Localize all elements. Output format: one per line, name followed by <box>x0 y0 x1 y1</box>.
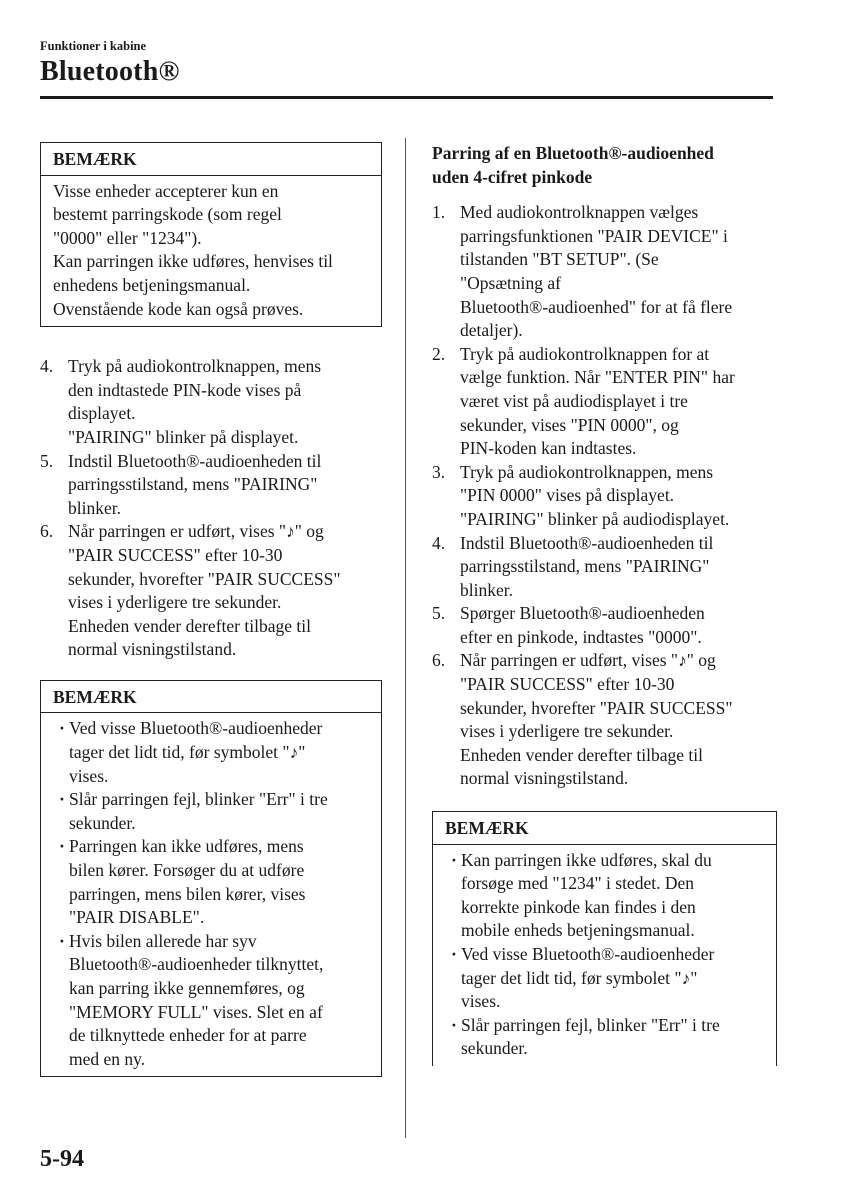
step-line: Tryk på audiokontrolknappen, mens <box>460 461 714 482</box>
bullet-line: Bluetooth®-audioenheder tilknyttet, <box>69 954 324 975</box>
bullet-line: · Slår parringen fejl, blinker "Err" i tre <box>461 1014 720 1035</box>
note-line: Ovenstående kode kan også prøves. <box>53 298 304 319</box>
note-body <box>41 713 381 1076</box>
step-line: blinker. <box>460 579 513 600</box>
bullet-line: · Parringen kan ikke udføres, mens <box>69 836 304 857</box>
title-rule <box>40 96 773 99</box>
column-divider <box>405 138 406 1138</box>
step-line: blinker. <box>68 497 121 518</box>
note-body <box>433 845 776 1066</box>
step-line: "Opsætning af <box>460 272 561 293</box>
step-line: Tryk på audiokontrolknappen for at <box>460 343 710 364</box>
step-line: parringsstilstand, mens "PAIRING" <box>460 556 710 577</box>
bullet-item <box>445 1014 766 1061</box>
step-line: "PAIR SUCCESS" efter 10-30 <box>68 544 283 565</box>
step-item <box>432 649 777 791</box>
bullet-line: kan parring ikke gennemføres, og <box>69 978 305 998</box>
bullet-line: · Hvis bilen allerede har syv <box>69 930 257 951</box>
step-line: Bluetooth®-audioenhed" for at få flere <box>460 296 733 317</box>
note-line: Kan parringen ikke udføres, henvises til <box>53 251 333 272</box>
step-text <box>460 461 777 532</box>
bullet-line: vises. <box>461 991 501 1012</box>
note-body <box>41 176 381 327</box>
step-line: parringsfunktionen "PAIR DEVICE" i <box>460 225 728 246</box>
step-line: vises i yderligere tre sekunder. <box>460 721 674 742</box>
step-number: 1. <box>432 202 446 223</box>
step-number: 4. <box>432 532 446 553</box>
step-item <box>40 355 382 449</box>
step-number: 6. <box>40 521 54 542</box>
bullet-line: sekunder. <box>69 812 136 833</box>
step-line: vælge funktion. Når "ENTER PIN" har <box>460 367 735 388</box>
step-text <box>460 201 777 343</box>
bullet-item <box>53 835 371 929</box>
step-item <box>40 450 382 521</box>
subheading-line: Parring af en Bluetooth®-audioenhed <box>432 143 714 163</box>
step-line: "PIN 0000" vises på displayet. <box>460 485 675 506</box>
step-list <box>432 201 777 791</box>
step-line: den indtastede PIN-kode vises på <box>68 379 302 400</box>
note-box <box>432 811 777 1066</box>
bullet-list <box>53 717 371 1071</box>
step-line: parringsstilstand, mens "PAIRING" <box>68 474 318 495</box>
step-text <box>68 355 382 449</box>
step-line: Indstil Bluetooth®-audioenheden til <box>460 532 714 553</box>
bullet-line: med en ny. <box>69 1048 146 1069</box>
step-number: 4. <box>40 356 54 377</box>
step-line: Tryk på audiokontrolknappen, mens <box>68 356 322 377</box>
step-text <box>460 649 777 791</box>
step-line: tilstanden "BT SETUP". (Se <box>460 249 659 270</box>
bullet-line: forsøge med "1234" i stedet. Den <box>461 873 694 894</box>
left-column <box>40 142 382 1077</box>
bullet-line: · Ved visse Bluetooth®-audioenheder <box>69 718 323 739</box>
bullet-line: mobile enheds betjeningsmanual. <box>461 920 695 941</box>
bullet-line: parringen, mens bilen kører, vises <box>69 883 306 904</box>
note-box <box>40 142 382 327</box>
bullet-line: · Slår parringen fejl, blinker "Err" i tre <box>69 789 328 810</box>
note-box <box>40 680 382 1078</box>
section-label: Funktioner i kabine <box>40 39 147 53</box>
step-line: vises i yderligere tre sekunder. <box>68 592 282 613</box>
step-item <box>432 201 777 343</box>
bullet-item <box>445 943 766 1014</box>
step-item <box>432 602 777 649</box>
step-line: detaljer). <box>460 320 523 341</box>
step-number: 6. <box>432 650 446 671</box>
bullet-line: tager det lidt tid, før symbolet "♪" <box>69 742 306 763</box>
bullet-line: "PAIR DISABLE". <box>69 907 205 928</box>
step-list <box>40 355 382 662</box>
right-column <box>432 142 777 1066</box>
step-text <box>460 343 777 461</box>
bullet-item <box>53 930 371 1072</box>
step-line: sekunder, vises "PIN 0000", og <box>460 414 679 435</box>
page-title: Bluetooth® <box>40 56 180 87</box>
step-item <box>432 461 777 532</box>
step-line: "PAIRING" blinker på audiodisplayet. <box>460 508 730 529</box>
note-line: enhedens betjeningsmanual. <box>53 274 251 295</box>
step-line: normal visningstilstand. <box>460 768 629 789</box>
note-heading: BEMÆRK <box>41 681 381 714</box>
note-heading: BEMÆRK <box>41 143 381 176</box>
bullet-item <box>53 717 371 788</box>
step-line: været vist på audiodisplayet i tre <box>460 390 688 411</box>
bullet-line: de tilknyttede enheder for at parre <box>69 1025 307 1046</box>
step-line: Enheden vender derefter tilbage til <box>68 615 311 636</box>
note-line: Visse enheder accepterer kun en <box>53 180 279 201</box>
step-number: 5. <box>432 603 446 624</box>
note-line: "0000" eller "1234"). <box>53 227 202 248</box>
bullet-line: korrekte pinkode kan findes i den <box>461 896 696 917</box>
step-text <box>460 532 777 603</box>
bullet-line: bilen kører. Forsøger du at udføre <box>69 860 305 881</box>
bullet-list <box>445 849 766 1061</box>
bullet-item <box>53 788 371 835</box>
bullet-line: sekunder. <box>461 1038 528 1059</box>
step-line: "PAIRING" blinker på displayet. <box>68 426 299 447</box>
step-line: "PAIR SUCCESS" efter 10-30 <box>460 674 675 695</box>
bullet-line: "MEMORY FULL" vises. Slet en af <box>69 1001 323 1022</box>
subheading <box>432 142 777 189</box>
bullet-line: · Kan parringen ikke udføres, skal du <box>461 849 712 870</box>
step-line: displayet. <box>68 403 136 424</box>
step-line: Når parringen er udført, vises "♪" og <box>460 650 716 671</box>
note-line: bestemt parringskode (som regel <box>53 204 282 225</box>
step-line: sekunder, hvorefter "PAIR SUCCESS" <box>68 568 341 589</box>
step-text <box>460 602 777 649</box>
step-text <box>68 520 382 662</box>
step-line: PIN-koden kan indtastes. <box>460 438 637 459</box>
step-number: 3. <box>432 461 446 482</box>
step-line: Når parringen er udført, vises "♪" og <box>68 521 324 542</box>
step-line: normal visningstilstand. <box>68 639 237 660</box>
step-item <box>40 520 382 662</box>
step-line: Med audiokontrolknappen vælges <box>460 202 699 223</box>
subheading-line: uden 4-cifret pinkode <box>432 166 593 187</box>
bullet-line: tager det lidt tid, før symbolet "♪" <box>461 967 698 988</box>
step-item <box>432 532 777 603</box>
step-number: 2. <box>432 343 446 364</box>
step-line: efter en pinkode, indtastes "0000". <box>460 626 702 647</box>
step-line: Spørger Bluetooth®-audioenheden <box>460 603 705 624</box>
bullet-line: vises. <box>69 765 109 786</box>
bullet-line: · Ved visse Bluetooth®-audioenheder <box>461 944 715 964</box>
page-number: 5-94 <box>40 1146 84 1172</box>
step-line: Enheden vender derefter tilbage til <box>460 744 703 765</box>
step-line: Indstil Bluetooth®-audioenheden til <box>68 450 322 471</box>
step-line: sekunder, hvorefter "PAIR SUCCESS" <box>460 697 733 718</box>
step-number: 5. <box>40 450 54 471</box>
step-item <box>432 343 777 461</box>
bullet-item <box>445 849 766 943</box>
step-text <box>68 450 382 521</box>
note-heading: BEMÆRK <box>433 812 776 845</box>
